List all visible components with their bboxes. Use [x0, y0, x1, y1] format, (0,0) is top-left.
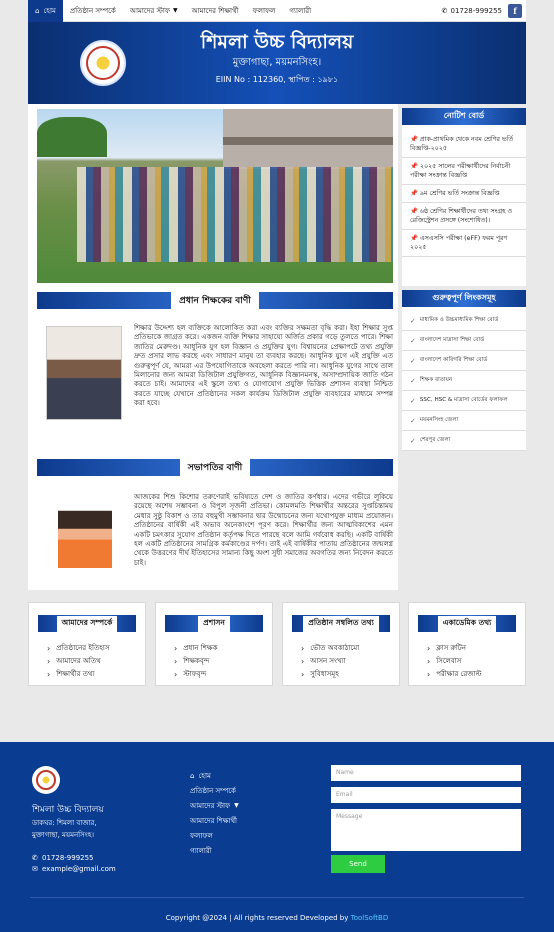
- card-link[interactable]: › প্রতিষ্ঠানের ইতিহাস: [47, 644, 110, 653]
- caret-down-icon: ▼: [172, 7, 178, 14]
- check-icon: ✓: [410, 316, 416, 325]
- chevron-right-icon: ›: [47, 670, 51, 679]
- chevron-right-icon: ›: [301, 657, 305, 666]
- phone-icon: ✆: [441, 6, 448, 15]
- footer-link-results[interactable]: ফলাফল: [190, 831, 213, 840]
- home-icon: ⌂: [190, 771, 195, 780]
- chevron-right-icon: ›: [427, 670, 431, 679]
- nav-about[interactable]: প্রতিষ্ঠান সম্পর্কে: [69, 6, 116, 15]
- pin-icon: 📌: [410, 136, 418, 143]
- chairman-photo: [58, 496, 112, 568]
- top-navigation: [28, 0, 526, 22]
- nav-gallery[interactable]: গ্যালারী: [289, 6, 312, 15]
- footer-logo[interactable]: [32, 766, 60, 794]
- chairman-message: আজকের শিশু কিশোর তরুণেরাই ভবিষ্যতে দেশ ও জাতির কর্ণধার। এদের গভীরে লুকিয়ে রয়েছে অশেষ সম্ভাবনা ও বিপুল সৃজনী প্রতিভা। কোমলমতি শিক্ষার্থীর অন্তরের সুপ্তচিন্তাময় মেধার সুষ্ঠু বিকাশ ও তার বহুমুখী সম্ভাবনার দ্বার উন্মোচনের জন্য যথোপযুক্ত মাধ্যম প্রয়োজন। প্রতিষ্ঠানের বার্ষিকী এই অভাব অনেকাংশে পূরণ করে। শিক্ষার্থীর জন্য আত্মবিকাশের এমন একটি চমৎকার সুযোগ প্রতিষ্ঠান কর্তৃপক্ষ দিতে পারছে বলে আমি গর্ববোধ করছি। একটি বার্ষিকী হল একটি প্রতিষ্ঠানের সামগ্রিক কর্মকাণ্ডের দর্পণ। তাই এই বার্ষিকীর পাতায় প্রতিষ্ঠানের জন্মলগ্ন থেকে উত্তরণের দীর্ঘ ইতিহাসের সামান্য কিছু অংশ সুধী সমাজের অবগতির জন্য নিবেদন করতে চাই।: [134, 493, 393, 567]
- check-icon: ✓: [410, 376, 416, 385]
- pin-icon: 📌: [410, 163, 418, 170]
- chevron-right-icon: ›: [174, 657, 178, 666]
- school-location: মুক্তাগাছা, ময়মনসিংহ।: [232, 57, 322, 68]
- card-link[interactable]: › প্রধান শিক্ষক: [174, 644, 218, 653]
- copyright: Copyright @2024 | All rights reserved Developed by ToolSoftBD: [165, 914, 389, 922]
- footer-link-students[interactable]: আমাদের শিক্ষার্থী: [190, 816, 238, 825]
- check-icon: ✓: [410, 396, 416, 405]
- phone-icon: ✆: [32, 854, 38, 862]
- notice-item[interactable]: 📌 প্রাক-প্রাথমিক থেকে নবম শ্রেণির ভর্তি বিজ্ঞপ্তি-২০২৫: [402, 131, 526, 158]
- footer-message-input[interactable]: Message: [331, 809, 521, 851]
- chevron-right-icon: ›: [47, 657, 51, 666]
- link-item[interactable]: ✓ বাংলাদেশ কারিগরি শিক্ষা বোর্ড: [402, 351, 526, 371]
- footer-school-name: শিমলা উচ্চ বিদ্যালয়: [32, 805, 104, 815]
- footer-divider: [30, 897, 524, 898]
- footer-address: ডাকঘর: শিমলা বাজার, মুক্তাগাছা, ময়মনসিংহ।: [32, 819, 97, 839]
- nav-staff[interactable]: আমাদের স্টাফ ▼: [129, 6, 178, 15]
- footer-link-about[interactable]: প্রতিষ্ঠান সম্পর্কে: [190, 786, 236, 795]
- card-link[interactable]: › আমাদের অতিথ: [47, 657, 101, 666]
- school-title: শিমলা উচ্চ বিদ্যালয়: [200, 31, 354, 53]
- pin-icon: 📌: [410, 190, 418, 197]
- card-administration: প্রশাসন › প্রধান শিক্ষক › শিক্ষকবৃন্দ › স্টাফবৃন্দ: [155, 602, 273, 686]
- chevron-right-icon: ›: [427, 657, 431, 666]
- headmaster-photo: [46, 326, 122, 420]
- link-item[interactable]: ✓ মাধ্যমিক ও উচ্চমাধ্যমিক শিক্ষা বোর্ড: [402, 311, 526, 331]
- chevron-right-icon: ›: [174, 670, 178, 679]
- check-icon: ✓: [410, 416, 416, 425]
- card-link[interactable]: › শিক্ষকবৃন্দ: [174, 657, 210, 666]
- footer: [0, 742, 554, 932]
- link-item[interactable]: ✓ SSC, HSC & মাদ্রাসা বোর্ডের ফলাফল: [402, 391, 526, 411]
- chevron-right-icon: ›: [301, 670, 305, 679]
- nav-phone: ✆ 01728-999255: [441, 6, 502, 15]
- link-item[interactable]: ✓ ময়মনসিংহ জেলা: [402, 411, 526, 431]
- important-links-heading: গুরুত্বপূর্ণ লিংকসমূহ: [402, 290, 526, 307]
- notice-item[interactable]: 📌 ৬ষ্ঠ শ্রেণির শিক্ষার্থীদের তথ্য সংগ্রহ ও রেজিস্ট্রেশন প্রসঙ্গে (সংশোধিত)।: [402, 203, 526, 230]
- important-links: [402, 290, 526, 450]
- card-link[interactable]: › পরীক্ষার রেজাল্ট: [427, 670, 482, 679]
- card-academic: একাডেমিক তথ্য › ক্লাস রুটিন › সিলেবাস › পরীক্ষার রেজাল্ট: [408, 602, 526, 686]
- chevron-right-icon: ›: [47, 644, 51, 653]
- check-icon: ✓: [410, 356, 416, 365]
- developer-link[interactable]: ToolSoftBD: [350, 914, 389, 922]
- caret-down-icon: ▼: [234, 802, 239, 809]
- card-link[interactable]: › আসন সংখ্যা: [301, 657, 346, 666]
- nav-home[interactable]: ⌂ হোম: [28, 0, 63, 22]
- card-about: আমাদের সম্পর্কে › প্রতিষ্ঠানের ইতিহাস › আমাদের অতিথ › শিক্ষার্থীর তথ্য: [28, 602, 146, 686]
- notice-item[interactable]: 📌 ৯ম শ্রেণির ভর্তি সংক্রান্ত বিজ্ঞপ্তি: [402, 185, 526, 203]
- link-item[interactable]: ✓ শিক্ষক বাতায়ন: [402, 371, 526, 391]
- footer-contact: ✆ 01728-999255 ✉ example@gmail.com: [32, 854, 116, 873]
- school-eiin: EIIN No : 112360, স্থাপিত : ১৯৮১: [215, 75, 339, 84]
- card-link[interactable]: › ক্লাস রুটিন: [427, 644, 466, 653]
- chevron-right-icon: ›: [174, 644, 178, 653]
- footer-email-input[interactable]: Email: [331, 787, 521, 803]
- card-link[interactable]: › স্টাফবৃন্দ: [174, 670, 207, 679]
- main-content: [28, 104, 398, 590]
- card-link[interactable]: › ভৌত অবকাঠামো: [301, 644, 360, 653]
- card-institution-info: প্রতিষ্ঠান সম্বলিত তথ্য › ভৌত অবকাঠামো › আসন সংখ্যা › সুবিধাসমূহ: [282, 602, 400, 686]
- chairman-heading: সভাপতির বাণী: [37, 459, 393, 476]
- notice-board: [402, 108, 526, 286]
- footer-link-gallery[interactable]: গ্যালারী: [190, 846, 212, 855]
- facebook-icon[interactable]: f: [508, 4, 522, 18]
- link-item[interactable]: ✓ বাংলাদেশ মাদ্রাসা শিক্ষা বোর্ড: [402, 331, 526, 351]
- email-icon: ✉: [32, 865, 38, 873]
- check-icon: ✓: [410, 436, 416, 445]
- card-link[interactable]: › শিক্ষার্থীর তথ্য: [47, 670, 95, 679]
- chevron-right-icon: ›: [301, 644, 305, 653]
- pin-icon: 📌: [410, 235, 418, 242]
- notice-board-heading: নোটিশ বোর্ড: [402, 108, 526, 125]
- footer-link-staff[interactable]: আমাদের স্টাফ ▼: [190, 801, 239, 810]
- chevron-right-icon: ›: [427, 644, 431, 653]
- pin-icon: 📌: [410, 208, 418, 215]
- footer-link-home[interactable]: ⌂ হোম: [190, 771, 211, 780]
- nav-results[interactable]: ফলাফল: [252, 6, 276, 15]
- card-link[interactable]: › সিলেবাস: [427, 657, 462, 666]
- send-button[interactable]: Send: [331, 855, 385, 873]
- card-link[interactable]: › সুবিধাসমূহ: [301, 670, 339, 679]
- notice-item[interactable]: 📌 ২০২৫ সালের পরীক্ষার্থীদের নির্বাচনী পরীক্ষা সংক্রান্ত বিজ্ঞপ্তি: [402, 158, 526, 185]
- notice-item[interactable]: 📌 এসএসসি পরীক্ষা (eFF) ফরম পূরণ ২০২৫: [402, 230, 526, 257]
- home-icon: ⌂: [35, 6, 40, 15]
- logo-emblem-icon: [36, 770, 56, 790]
- header-banner: [28, 22, 526, 104]
- footer-menu: [190, 768, 239, 858]
- nav-students[interactable]: আমাদের শিক্ষার্থী: [191, 6, 239, 15]
- check-icon: ✓: [410, 336, 416, 345]
- hero-photo: [37, 109, 393, 283]
- headmaster-message: শিক্ষার উদ্দেশ্য হল ব্যক্তিকে আলোকিত করা এবং ব্যক্তির সক্ষমতা বৃদ্ধি করা। ইহা শিক্ষার সুপ্ত প্রতিভাকে জাগ্রত করে। একজন ব্যক্তি শিক্ষার সাহায্যে অর্জিত প্রকার গড়ে তুলতে পারে। শিক্ষা জাতির মেরুদণ্ড। আধুনিক যুগ হল বিজ্ঞান ও প্রযুক্তির যুগ। বিশ্বায়নের প্রেক্ষাপটে তথ্য প্রযুক্তি দ্রুত প্রসার লাভ করছে এবং সাধারণ মানুষ তা ব্যবহার করছে। আধুনিক যুগে এই প্রযুক্তি এত গুরুত্বপূর্ণ যে, আমরা এর উপযোগিতাকে অবহেলা করতে পারি না। আধুনিক যুগের সাথে তাল মিলানোর জন্য আমরা ডিজিটাল প্রযুক্তিগত, আধুনিক বিজ্ঞানমনস্ক, অসাম্প্রদায়িক জাতি গঠন করতে চাই। আমাদের এই স্কুলে তথ্য ও যোগাযোগ প্রযুক্তি ভিত্তিক প্রশাসন ব্যবস্থা নিশ্চিত করতে যাচ্ছে যেখানে প্রতিষ্ঠানের সকল কার্যক্রম ডিজিটাল প্রযুক্তি ব্যবহারের মাধ্যমে সম্পন্ন করা হবে।: [134, 324, 393, 408]
- link-item[interactable]: ✓ শেরপুর জেলা: [402, 431, 526, 451]
- headmaster-heading: প্রধান শিক্ষকের বাণী: [37, 292, 393, 309]
- footer-name-input[interactable]: Name: [331, 765, 521, 781]
